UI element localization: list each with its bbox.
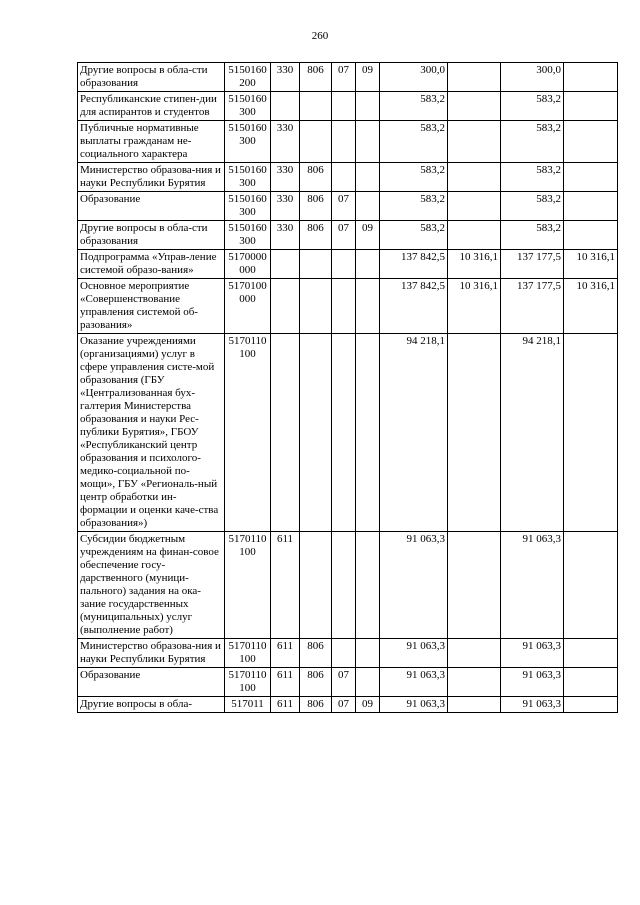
row-expense-type xyxy=(271,92,300,121)
row-section: 07 xyxy=(332,668,356,697)
row-section xyxy=(332,279,356,334)
row-section xyxy=(332,121,356,163)
row-amount-federal-1 xyxy=(448,163,501,192)
row-ministry-code xyxy=(300,279,332,334)
row-expense-type: 330 xyxy=(271,192,300,221)
row-subsection xyxy=(356,163,380,192)
row-amount-federal-1 xyxy=(448,92,501,121)
row-target-code: 5170000000 xyxy=(225,250,271,279)
table-row xyxy=(78,697,618,713)
row-amount-federal-2 xyxy=(564,221,618,250)
row-target-code: 5150160300 xyxy=(225,163,271,192)
row-amount-total-2: 583,2 xyxy=(501,221,564,250)
row-amount-total-1: 583,2 xyxy=(380,121,448,163)
row-expense-type: 330 xyxy=(271,163,300,192)
row-amount-total-2: 583,2 xyxy=(501,92,564,121)
row-amount-federal-2 xyxy=(564,334,618,532)
row-amount-total-1: 91 063,3 xyxy=(380,697,448,713)
row-section xyxy=(332,163,356,192)
row-ministry-code: 806 xyxy=(300,639,332,668)
row-subsection xyxy=(356,639,380,668)
row-amount-total-2: 300,0 xyxy=(501,63,564,92)
row-section xyxy=(332,334,356,532)
row-amount-federal-2 xyxy=(564,121,618,163)
row-ministry-code xyxy=(300,532,332,639)
row-amount-federal-2: 10 316,1 xyxy=(564,279,618,334)
row-amount-total-2: 137 177,5 xyxy=(501,279,564,334)
row-amount-total-1: 583,2 xyxy=(380,192,448,221)
row-target-code: 5170110100 xyxy=(225,639,271,668)
row-name: Другие вопросы в обла- xyxy=(78,697,225,713)
row-target-code: 5150160300 xyxy=(225,192,271,221)
row-amount-federal-1 xyxy=(448,63,501,92)
row-target-code: 517011 xyxy=(225,697,271,713)
row-amount-total-1: 137 842,5 xyxy=(380,279,448,334)
row-section xyxy=(332,250,356,279)
row-subsection xyxy=(356,92,380,121)
row-ministry-code: 806 xyxy=(300,192,332,221)
table-row xyxy=(78,668,618,697)
table-row xyxy=(78,250,618,279)
row-name: Республиканские стипен-дии для аспирантов и студентов xyxy=(78,92,225,121)
row-target-code: 5170110100 xyxy=(225,668,271,697)
row-section xyxy=(332,532,356,639)
row-amount-total-2: 91 063,3 xyxy=(501,639,564,668)
row-amount-federal-2 xyxy=(564,163,618,192)
row-ministry-code: 806 xyxy=(300,63,332,92)
row-amount-federal-2 xyxy=(564,697,618,713)
row-amount-total-1: 300,0 xyxy=(380,63,448,92)
table-row xyxy=(78,63,618,92)
row-amount-total-1: 583,2 xyxy=(380,163,448,192)
row-name: Субсидии бюджетным учреждениям на финан-совое обеспечение госу-дарственного (муници-пального) задания на ока-зание государственных (муниципальных) услуг (выполнение работ) xyxy=(78,532,225,639)
table-row xyxy=(78,163,618,192)
row-section: 07 xyxy=(332,192,356,221)
row-amount-federal-1 xyxy=(448,668,501,697)
row-amount-total-2: 91 063,3 xyxy=(501,668,564,697)
row-amount-federal-1 xyxy=(448,192,501,221)
row-amount-total-2: 583,2 xyxy=(501,121,564,163)
row-name: Министерство образова-ния и науки Республики Бурятия xyxy=(78,639,225,668)
row-expense-type: 611 xyxy=(271,668,300,697)
row-amount-total-2: 137 177,5 xyxy=(501,250,564,279)
table-row xyxy=(78,639,618,668)
row-amount-federal-1: 10 316,1 xyxy=(448,250,501,279)
row-section xyxy=(332,92,356,121)
row-name: Основное мероприятие «Совершенствование управления системой об-разования» xyxy=(78,279,225,334)
row-amount-federal-1 xyxy=(448,121,501,163)
row-name: Другие вопросы в обла-сти образования xyxy=(78,221,225,250)
row-ministry-code: 806 xyxy=(300,221,332,250)
table-row xyxy=(78,279,618,334)
row-subsection: 09 xyxy=(356,697,380,713)
row-amount-total-1: 94 218,1 xyxy=(380,334,448,532)
table-row xyxy=(78,334,618,532)
row-subsection xyxy=(356,279,380,334)
row-target-code: 5150160300 xyxy=(225,121,271,163)
row-name: Оказание учреждениями (организациями) услуг в сфере управления систе-мой образования (ГБУ «Централизованная бух-галтерия Министерства образования и науки Рес-публики Бурятия», ГБОУ «Республиканский центр образования и психолого-медико-социальной по-мощи», ГБУ «Региональ-ный центр обработки ин-формации и оценки каче-ства образования») xyxy=(78,334,225,532)
row-amount-total-1: 583,2 xyxy=(380,92,448,121)
row-subsection xyxy=(356,334,380,532)
row-expense-type: 611 xyxy=(271,639,300,668)
table-row xyxy=(78,221,618,250)
row-amount-federal-1: 10 316,1 xyxy=(448,279,501,334)
row-expense-type: 611 xyxy=(271,532,300,639)
row-name: Образование xyxy=(78,668,225,697)
row-amount-total-1: 91 063,3 xyxy=(380,639,448,668)
row-expense-type xyxy=(271,334,300,532)
row-ministry-code xyxy=(300,121,332,163)
row-amount-federal-2: 10 316,1 xyxy=(564,250,618,279)
page-number: 260 xyxy=(311,30,329,42)
row-amount-federal-2 xyxy=(564,532,618,639)
row-amount-total-2: 583,2 xyxy=(501,163,564,192)
row-expense-type: 330 xyxy=(271,121,300,163)
budget-table xyxy=(77,62,618,713)
row-subsection: 09 xyxy=(356,221,380,250)
row-name: Образование xyxy=(78,192,225,221)
row-subsection xyxy=(356,192,380,221)
row-ministry-code xyxy=(300,92,332,121)
row-ministry-code xyxy=(300,334,332,532)
row-target-code: 5170110100 xyxy=(225,532,271,639)
row-subsection xyxy=(356,532,380,639)
row-amount-total-2: 94 218,1 xyxy=(501,334,564,532)
table-row xyxy=(78,121,618,163)
row-amount-federal-1 xyxy=(448,697,501,713)
row-name: Министерство образова-ния и науки Республики Бурятия xyxy=(78,163,225,192)
row-ministry-code xyxy=(300,250,332,279)
row-amount-total-2: 91 063,3 xyxy=(501,697,564,713)
row-amount-total-1: 583,2 xyxy=(380,221,448,250)
row-expense-type: 330 xyxy=(271,221,300,250)
row-ministry-code: 806 xyxy=(300,668,332,697)
row-name: Публичные нормативные выплаты гражданам не-социального характера xyxy=(78,121,225,163)
row-target-code: 5150160300 xyxy=(225,92,271,121)
row-target-code: 5170110100 xyxy=(225,334,271,532)
row-ministry-code: 806 xyxy=(300,697,332,713)
row-amount-total-1: 137 842,5 xyxy=(380,250,448,279)
row-amount-federal-2 xyxy=(564,192,618,221)
row-section xyxy=(332,639,356,668)
row-amount-federal-1 xyxy=(448,639,501,668)
row-target-code: 5150160300 xyxy=(225,221,271,250)
row-subsection xyxy=(356,668,380,697)
row-amount-federal-2 xyxy=(564,668,618,697)
row-amount-federal-2 xyxy=(564,63,618,92)
row-target-code: 5150160200 xyxy=(225,63,271,92)
row-amount-federal-2 xyxy=(564,92,618,121)
row-name: Другие вопросы в обла-сти образования xyxy=(78,63,225,92)
table-row xyxy=(78,532,618,639)
row-amount-federal-2 xyxy=(564,639,618,668)
row-section: 07 xyxy=(332,63,356,92)
row-amount-federal-1 xyxy=(448,532,501,639)
row-subsection xyxy=(356,250,380,279)
row-name: Подпрограмма «Управ-ление системой образо-вания» xyxy=(78,250,225,279)
row-section: 07 xyxy=(332,697,356,713)
row-expense-type: 330 xyxy=(271,63,300,92)
row-expense-type: 611 xyxy=(271,697,300,713)
row-amount-total-2: 91 063,3 xyxy=(501,532,564,639)
table-row xyxy=(78,192,618,221)
row-subsection xyxy=(356,121,380,163)
table-row xyxy=(78,92,618,121)
row-amount-federal-1 xyxy=(448,334,501,532)
row-amount-total-1: 91 063,3 xyxy=(380,532,448,639)
row-amount-total-1: 91 063,3 xyxy=(380,668,448,697)
row-amount-total-2: 583,2 xyxy=(501,192,564,221)
row-section: 07 xyxy=(332,221,356,250)
row-expense-type xyxy=(271,250,300,279)
row-expense-type xyxy=(271,279,300,334)
row-amount-federal-1 xyxy=(448,221,501,250)
row-subsection: 09 xyxy=(356,63,380,92)
row-target-code: 5170100000 xyxy=(225,279,271,334)
row-ministry-code: 806 xyxy=(300,163,332,192)
